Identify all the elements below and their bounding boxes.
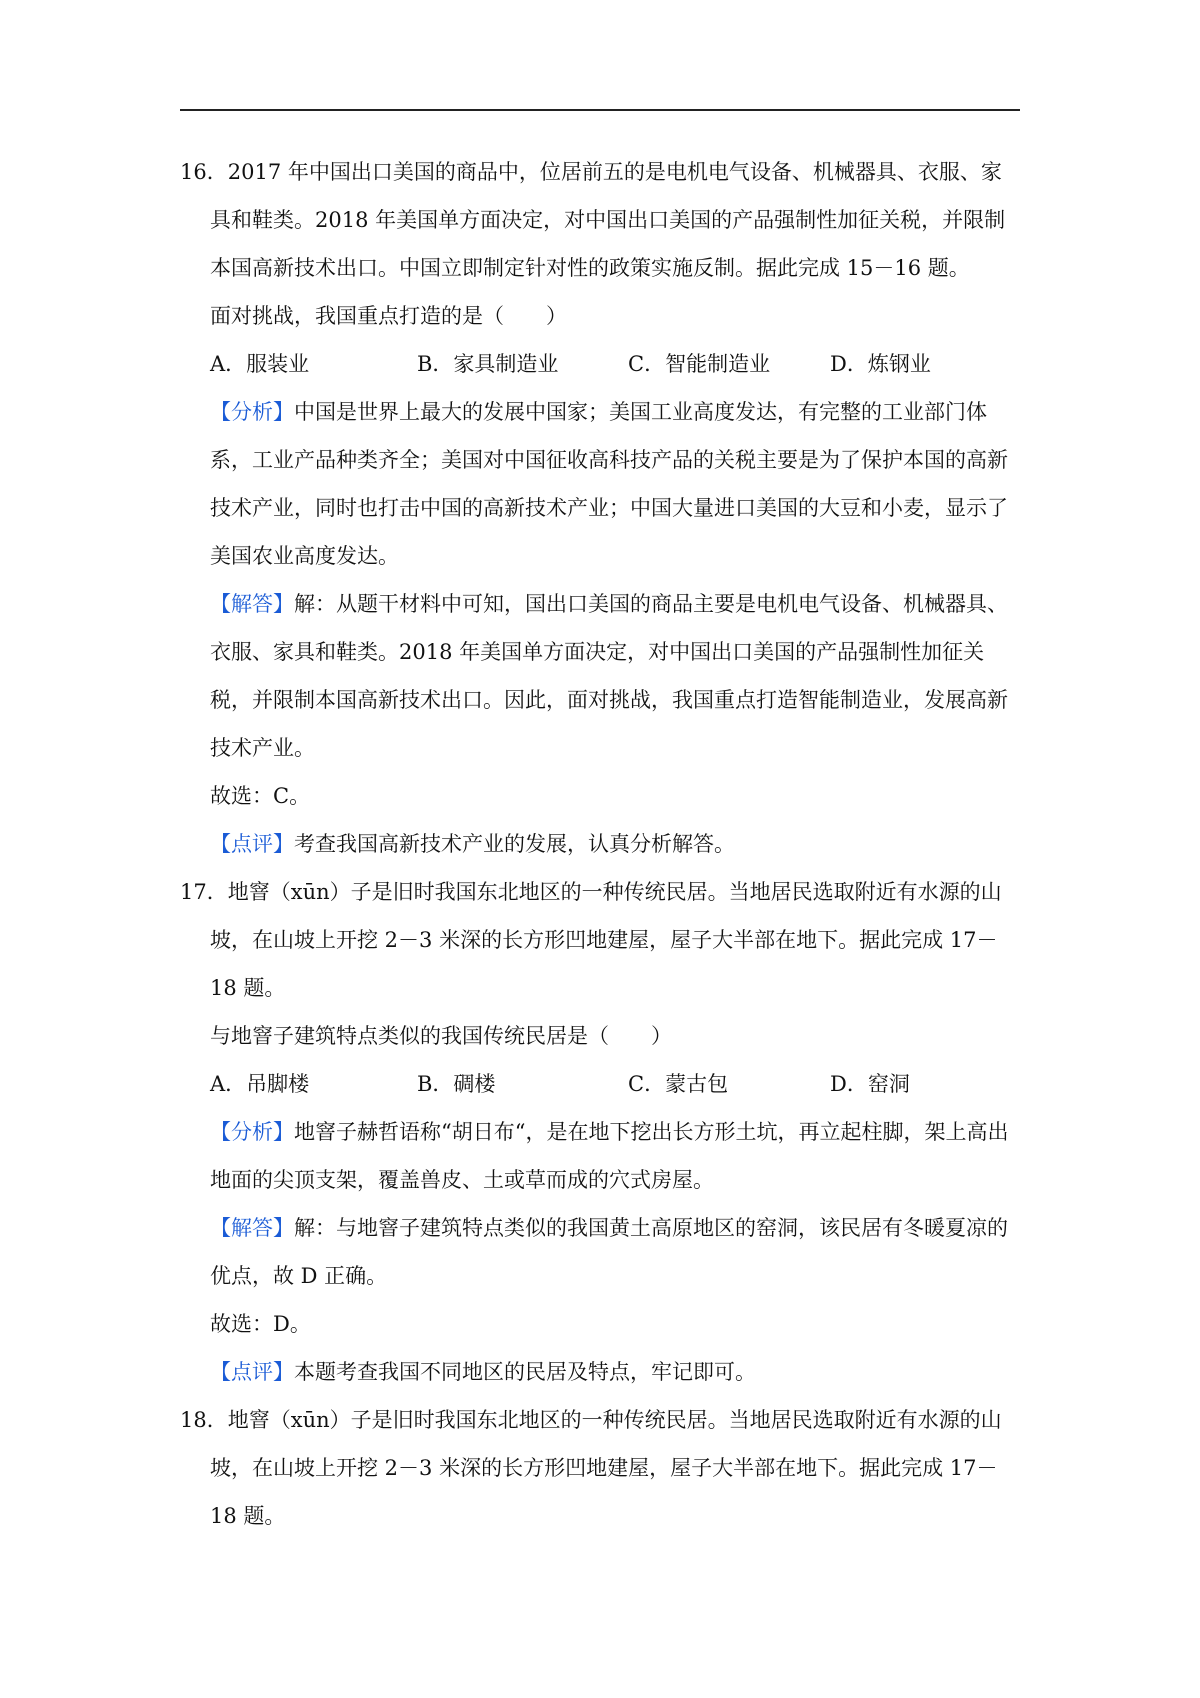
document-body — [180, 148, 1020, 1540]
choice-line: 故选：C。 — [210, 784, 311, 808]
option-d: D．窑洞 — [830, 1072, 910, 1096]
option-a: A．吊脚楼 — [210, 1072, 310, 1096]
question-17 — [180, 868, 1020, 1396]
answer-paragraph — [210, 580, 1020, 772]
stem-text: 2017 年中国出口美国的商品中，位居前五的是电机电气设备、机械器具、衣服、家具和鞋类。2018 年美国单方面决定，对中国出口美国的产品强制性加征关税，并限制本国高新技术出口。中国立即制定针对性的政策实施反制。据此完成 15－16 题。 — [210, 160, 1006, 280]
question-18 — [180, 1396, 1020, 1540]
comment-paragraph — [210, 820, 1020, 868]
question-number: 16． — [180, 160, 228, 184]
stem-text: 地窨（xūn）子是旧时我国东北地区的一种传统民居。当地居民选取附近有水源的山坡，在山坡上开挖 2－3 米深的长方形凹地建屋，屋子大半部在地下。据此完成 17－18 题。 — [210, 880, 1002, 1000]
comment-paragraph — [210, 1348, 1020, 1396]
header-rule — [180, 109, 1020, 111]
question-stem — [180, 148, 1020, 292]
comment-tag: 【点评】 — [210, 832, 294, 856]
question-prompt: 与地窨子建筑特点类似的我国传统民居是（ ） — [210, 1024, 672, 1048]
question-prompt: 面对挑战，我国重点打造的是（ ） — [210, 304, 567, 328]
option-c: C．智能制造业 — [628, 352, 771, 376]
comment-tag: 【点评】 — [210, 1360, 294, 1384]
answer-text: 解：从题干材料中可知，国出口美国的商品主要是电机电气设备、机械器具、衣服、家具和鞋类。2018 年美国单方面决定，对中国出口美国的产品强制性加征关税，并限制本国高新技术出口。因此，面对挑战，我国重点打造智能制造业，发展高新技术产业。 — [210, 592, 1008, 760]
answer-tag: 【解答】 — [210, 1216, 294, 1240]
option-b: B．家具制造业 — [417, 352, 559, 376]
option-a: A．服装业 — [210, 352, 310, 376]
option-c: C．蒙古包 — [628, 1072, 729, 1096]
analysis-text: 中国是世界上最大的发展中国家；美国工业高度发达，有完整的工业部门体系，工业产品种类齐全；美国对中国征收高科技产品的关税主要是为了保护本国的高新技术产业，同时也打击中国的高新技术产业；中国大量进口美国的大豆和小麦，显示了美国农业高度发达。 — [210, 400, 1008, 568]
question-stem — [180, 1396, 1020, 1540]
analysis-tag: 【分析】 — [210, 1120, 294, 1144]
options-row — [210, 1060, 1020, 1108]
analysis-text: 地窨子赫哲语称“胡日布“，是在地下挖出长方形土坑，再立起柱脚，架上高出地面的尖顶支架，覆盖兽皮、土或草而成的穴式房屋。 — [210, 1120, 1009, 1192]
question-stem — [180, 868, 1020, 1012]
question-number: 17． — [180, 880, 228, 904]
answer-paragraph — [210, 1204, 1020, 1300]
analysis-tag: 【分析】 — [210, 400, 294, 424]
comment-text: 考查我国高新技术产业的发展，认真分析解答。 — [294, 832, 735, 856]
analysis-paragraph — [210, 1108, 1020, 1204]
question-number: 18． — [180, 1408, 228, 1432]
answer-text: 解：与地窨子建筑特点类似的我国黄土高原地区的窑洞，该民居有冬暖夏凉的优点，故 D 正确。 — [210, 1216, 1008, 1288]
analysis-paragraph — [210, 388, 1020, 580]
option-d: D．炼钢业 — [830, 352, 931, 376]
comment-text: 本题考查我国不同地区的民居及特点，牢记即可。 — [294, 1360, 756, 1384]
question-16 — [180, 148, 1020, 868]
stem-text: 地窨（xūn）子是旧时我国东北地区的一种传统民居。当地居民选取附近有水源的山坡，在山坡上开挖 2－3 米深的长方形凹地建屋，屋子大半部在地下。据此完成 17－18 题。 — [210, 1408, 1002, 1528]
answer-tag: 【解答】 — [210, 592, 294, 616]
options-row — [210, 340, 1020, 388]
option-b: B．碉楼 — [417, 1072, 496, 1096]
choice-line: 故选：D。 — [210, 1312, 311, 1336]
